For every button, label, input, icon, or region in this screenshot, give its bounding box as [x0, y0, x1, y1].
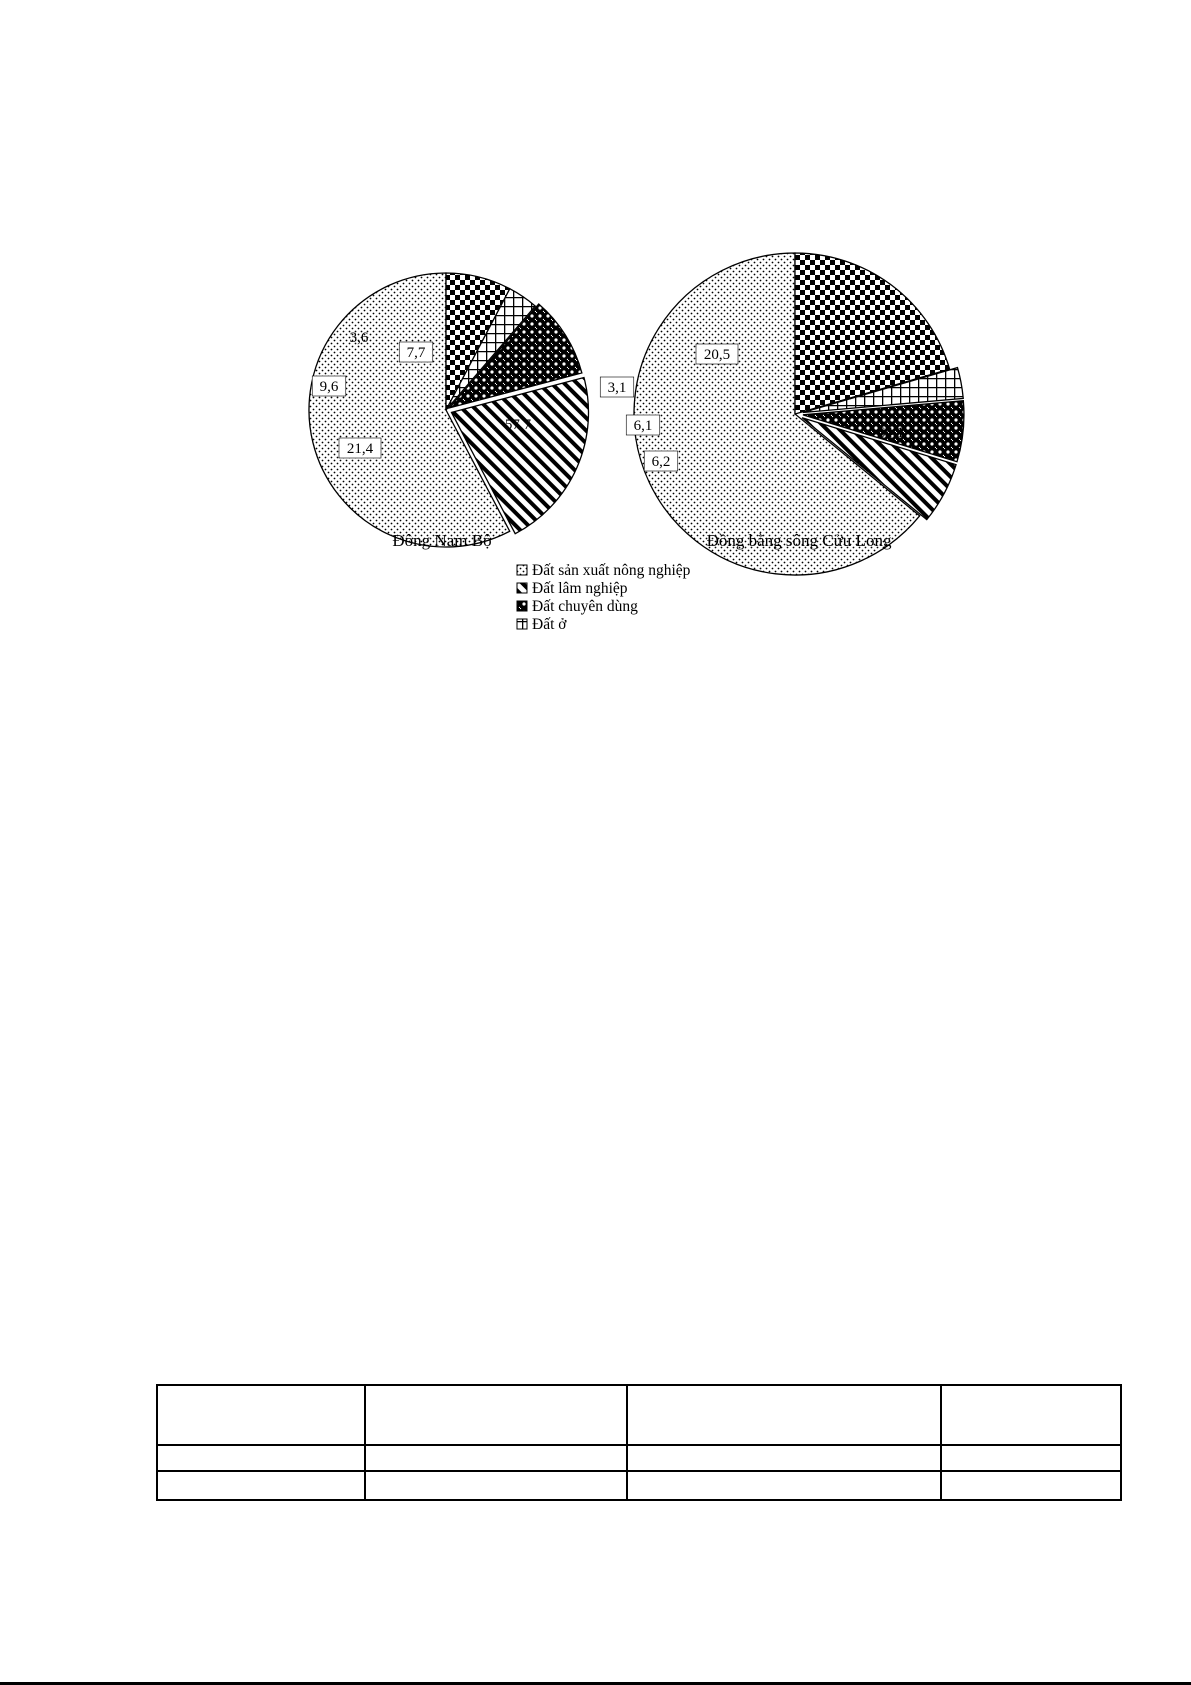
- pie-title: Đông Nam Bộ: [392, 531, 492, 550]
- table-header-row: [157, 1385, 1121, 1445]
- data-label: 6,2: [651, 454, 671, 470]
- pie-title: Đồng bằng sông Cửu Long: [706, 531, 892, 550]
- data-label: 6,1: [633, 418, 653, 434]
- table-cell: [365, 1471, 627, 1500]
- pie-chart: [600, 253, 964, 575]
- data-label: 3,1: [607, 380, 627, 396]
- table-cell: [365, 1445, 627, 1471]
- pie-charts-figure: [0, 0, 1191, 660]
- data-label: 20,5: [703, 347, 731, 363]
- legend-swatch: [517, 583, 527, 593]
- pies-group: [309, 253, 964, 575]
- table-cell: [157, 1471, 365, 1500]
- legend-label: Đất sản xuất nông nghiệp: [532, 562, 691, 579]
- legend-label: Đất ở: [532, 616, 567, 633]
- legend-label: Đất chuyên dùng: [532, 598, 638, 615]
- data-label: 3,6: [349, 330, 369, 346]
- legend-swatch: [517, 601, 527, 611]
- data-label: 57,7: [504, 417, 532, 433]
- table-row: [157, 1471, 1121, 1500]
- table-cell: [941, 1385, 1121, 1445]
- table-cell: [157, 1445, 365, 1471]
- pie-chart: [309, 273, 588, 550]
- data-label: 64,1: [877, 425, 905, 441]
- table-cell: [627, 1385, 941, 1445]
- table-cell: [627, 1445, 941, 1471]
- table-cell: [941, 1471, 1121, 1500]
- table-cell: [365, 1385, 627, 1445]
- legend-swatch: [517, 619, 527, 629]
- legend-label: Đất lâm nghiệp: [532, 580, 628, 597]
- legend: [517, 562, 691, 633]
- data-label: 21,4: [346, 441, 374, 457]
- empty-answer-table: [156, 1384, 1122, 1501]
- table-cell: [157, 1385, 365, 1445]
- table-cell: [941, 1445, 1121, 1471]
- data-label: 9,6: [319, 379, 339, 395]
- data-label: 7,7: [406, 345, 426, 361]
- legend-swatch: [517, 565, 527, 575]
- table-cell: [627, 1471, 941, 1500]
- pie-charts-svg: [0, 0, 1191, 660]
- table-row: [157, 1445, 1121, 1471]
